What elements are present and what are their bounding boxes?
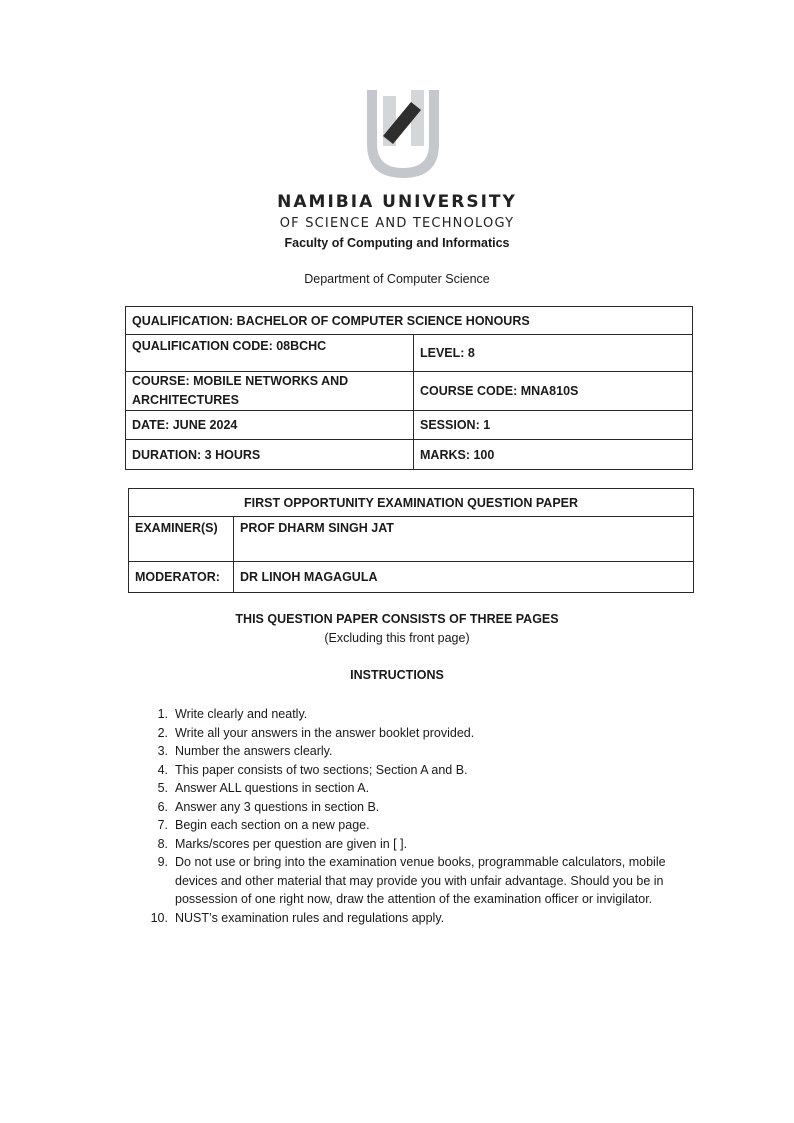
marks-cell: MARKS: 100 xyxy=(414,440,693,470)
instruction-item: 7. Begin each section on a new page. xyxy=(157,818,370,832)
instruction-item: 2. Write all your answers in the answer booklet provided. xyxy=(157,725,475,740)
moderator-label: MODERATOR: xyxy=(129,562,234,593)
instruction-item: 1. Write clearly and neatly. xyxy=(157,707,308,721)
qualification-cell: QUALIFICATION: BACHELOR OF COMPUTER SCIENCE HONOURS xyxy=(126,307,693,335)
duration-cell: DURATION: 3 HOURS xyxy=(126,440,414,470)
date-cell: DATE: JUNE 2024 xyxy=(126,411,414,440)
instruction-item: 9. Do not use or bring into the examination venue books, programmable calculators, mobile devices and other material that may provide you with unfair advantage. Should you be in possession of one right now, draw the attention of the examination officer or invigilator. xyxy=(157,855,666,906)
examiner-table xyxy=(128,488,694,593)
examiner-value: PROF DHARM SINGH JAT xyxy=(234,517,694,562)
instruction-item: 4. This paper consists of two sections; Section A and B. xyxy=(157,762,468,777)
department-name: Department of Computer Science xyxy=(304,272,490,286)
university-name: NAMIBIA UNIVERSITY xyxy=(277,192,517,212)
instructions-list xyxy=(150,705,695,927)
level-cell: LEVEL: 8 xyxy=(414,335,693,372)
qualification-info-table xyxy=(125,306,693,470)
moderator-value: DR LINOH MAGAGULA xyxy=(234,562,694,593)
instruction-item: 8. Marks/scores per question are given in [ ]. xyxy=(157,836,408,851)
examiner-label: EXAMINER(S) xyxy=(129,517,234,562)
course-cell xyxy=(126,372,414,411)
session-cell: SESSION: 1 xyxy=(414,411,693,440)
instruction-item: 3. Number the answers clearly. xyxy=(157,744,333,758)
exam-title-cell: FIRST OPPORTUNITY EXAMINATION QUESTION PAPER xyxy=(129,489,694,517)
instruction-item: 6. Answer any 3 questions in section B. xyxy=(157,799,380,814)
university-subtitle: OF SCIENCE AND TECHNOLOGY xyxy=(279,216,515,231)
page-count-notice: THIS QUESTION PAPER CONSISTS OF THREE PAGES xyxy=(235,612,559,626)
instructions-heading: INSTRUCTIONS xyxy=(350,668,444,682)
faculty-name: Faculty of Computing and Informatics xyxy=(284,236,510,250)
university-logo-icon xyxy=(361,86,445,182)
instruction-item: 10. NUST’s examination rules and regulations apply. xyxy=(150,910,445,925)
course-line-1: COURSE: MOBILE NETWORKS AND xyxy=(132,374,349,388)
course-line-2: ARCHITECTURES xyxy=(132,393,239,407)
qualification-code-cell: QUALIFICATION CODE: 08BCHC xyxy=(126,335,414,372)
instruction-item: 5. Answer ALL questions in section A. xyxy=(157,781,370,795)
course-code-cell: COURSE CODE: MNA810S xyxy=(414,372,693,411)
excluding-note: (Excluding this front page) xyxy=(324,631,470,645)
